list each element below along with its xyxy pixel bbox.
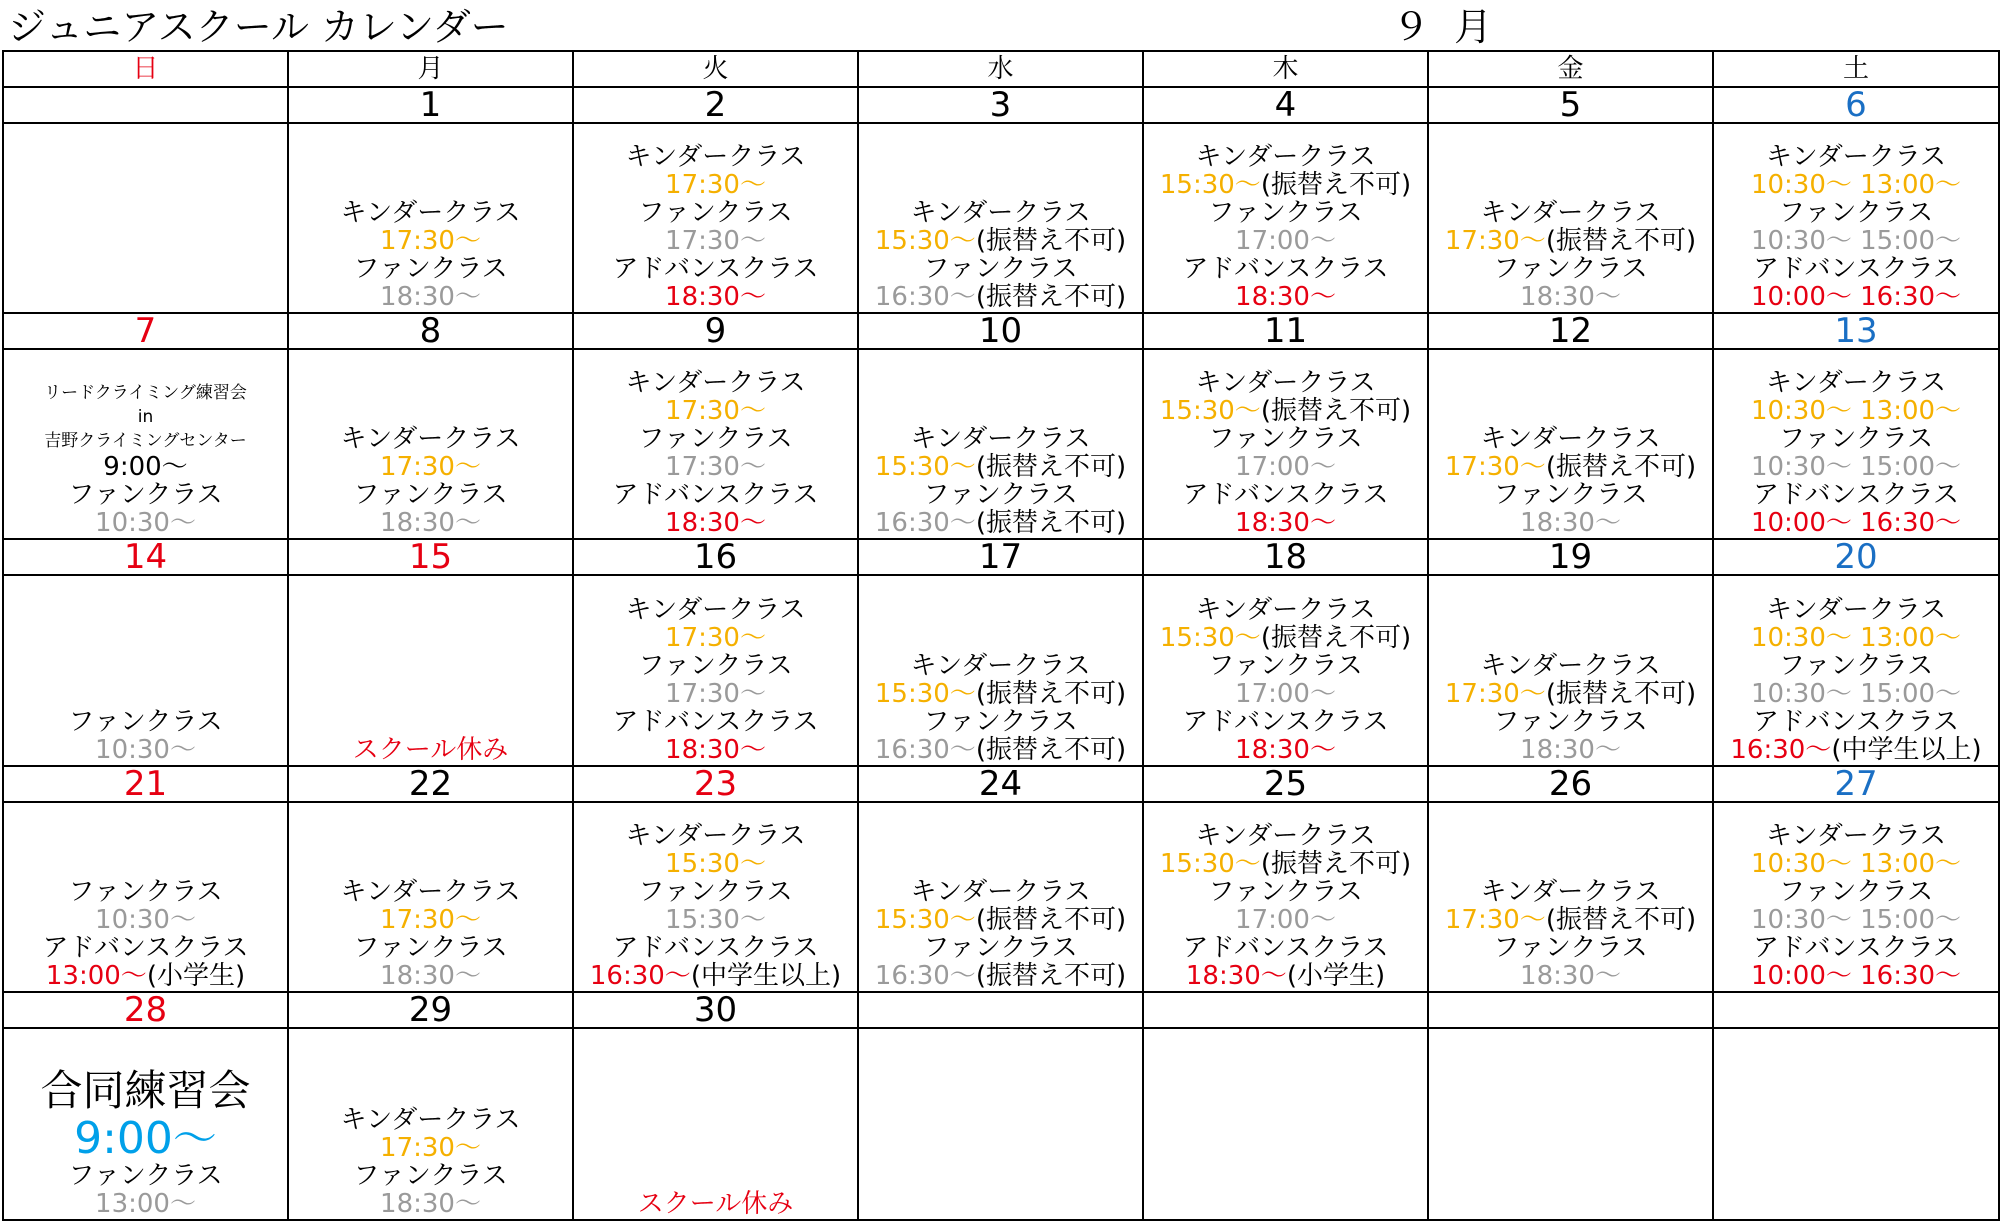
schedule-time: 17:30〜 <box>665 396 766 427</box>
schedule-time: 10:30〜 <box>95 508 196 539</box>
schedule-time: 17:30〜 <box>1444 452 1546 483</box>
date-row <box>3 313 1999 349</box>
schedule-line <box>875 227 1126 255</box>
schedule-row <box>3 575 1999 765</box>
date-number: 16 <box>573 539 858 575</box>
schedule-time: 18:30〜 <box>1235 734 1336 765</box>
schedule-time: 16:30〜 <box>874 734 976 765</box>
schedule-label: ファンクラス <box>1778 424 1934 455</box>
schedule-label: アドバンスクラス <box>1753 706 1959 737</box>
schedule-time: 15:30〜 <box>874 226 976 257</box>
schedule-time: 17:30〜 <box>665 226 766 257</box>
day-schedule-cell <box>858 802 1143 992</box>
day-schedule-cell <box>1713 1028 1999 1220</box>
schedule-time: 18:30〜 <box>1235 282 1336 313</box>
day-schedule-cell <box>1143 575 1428 765</box>
date-number <box>858 992 1143 1028</box>
schedule-note: (小学生) <box>146 960 246 991</box>
schedule-label: キンダークラス <box>1480 876 1661 907</box>
schedule-note: (振替え不可) <box>1260 170 1412 201</box>
day-schedule-cell <box>858 1028 1143 1220</box>
date-row <box>3 87 1999 123</box>
schedule-time: 15:30〜 <box>665 904 766 935</box>
schedule-label: ファンクラス <box>1208 876 1363 907</box>
schedule-label: キンダークラス <box>910 424 1091 455</box>
schedule-line <box>875 962 1126 990</box>
schedule-label: アドバンスクラス <box>42 932 249 963</box>
schedule-note: (振替え不可) <box>1260 396 1412 427</box>
day-schedule-cell <box>288 802 573 992</box>
date-row <box>3 766 1999 802</box>
schedule-time: 10:00〜 16:30〜 <box>1750 960 1962 991</box>
calendar-month: ９ 月 <box>1392 5 1499 49</box>
schedule-label: キンダークラス <box>1480 424 1661 455</box>
schedule-line <box>875 906 1126 934</box>
day-schedule-cell <box>573 575 858 765</box>
day-schedule-cell <box>1143 1028 1428 1220</box>
date-number: 4 <box>1143 87 1428 123</box>
schedule-time: 17:30〜 <box>665 170 766 201</box>
schedule-label: ファンクラス <box>923 254 1078 285</box>
date-number: 18 <box>1143 539 1428 575</box>
day-schedule-cell <box>3 802 288 992</box>
weekday-label: 金 <box>1428 51 1713 87</box>
schedule-label: キンダークラス <box>340 424 521 455</box>
schedule-time: 15:30〜 <box>1159 848 1261 879</box>
day-schedule-cell <box>1713 802 1999 992</box>
day-schedule-cell <box>1713 575 1999 765</box>
date-number: 15 <box>288 539 573 575</box>
schedule-time: 9:00〜 <box>103 452 188 483</box>
schedule-row <box>3 802 1999 992</box>
schedule-note: (振替え不可) <box>1545 226 1697 257</box>
day-schedule-cell <box>573 802 858 992</box>
schedule-label: ファンクラス <box>923 932 1078 963</box>
schedule-time: 10:30〜 13:00〜 <box>1750 396 1962 427</box>
schedule-label: キンダークラス <box>340 1105 521 1135</box>
weekday-label: 日 <box>3 51 288 87</box>
day-schedule-cell <box>573 1028 858 1220</box>
day-schedule-cell <box>3 349 288 539</box>
date-number: 7 <box>3 313 288 349</box>
date-number: 25 <box>1143 766 1428 802</box>
schedule-time: 10:00〜 16:30〜 <box>1750 508 1962 539</box>
schedule-label: ファンクラス <box>353 932 508 963</box>
schedule-time: 10:30〜 13:00〜 <box>1750 848 1962 879</box>
schedule-time: 17:30〜 <box>380 904 481 935</box>
schedule-row <box>3 349 1999 539</box>
schedule-time: 15:30〜 <box>874 904 976 935</box>
schedule-time: 17:30〜 <box>1444 226 1546 257</box>
schedule-label: in <box>137 407 154 428</box>
schedule-line <box>875 680 1126 708</box>
schedule-label: ファンクラス <box>1493 706 1648 737</box>
date-number: 17 <box>858 539 1143 575</box>
schedule-label: ファンクラス <box>1778 876 1934 907</box>
schedule-time: 18:30〜 <box>1185 960 1287 991</box>
date-number: 6 <box>1713 87 1999 123</box>
date-row <box>3 992 1999 1028</box>
schedule-line <box>875 736 1126 764</box>
schedule-time: 10:30〜 13:00〜 <box>1750 170 1962 201</box>
date-number: 22 <box>288 766 573 802</box>
schedule-label: ファンクラス <box>68 1161 223 1191</box>
schedule-time: 9:00〜 <box>74 1113 217 1164</box>
schedule-line <box>1160 624 1411 652</box>
schedule-line <box>1160 850 1411 878</box>
schedule-label: ファンクラス <box>68 706 223 737</box>
schedule-time: 10:30〜 15:00〜 <box>1750 226 1962 257</box>
day-schedule-cell <box>1143 349 1428 539</box>
schedule-row <box>3 123 1999 313</box>
schedule-time: 10:00〜 16:30〜 <box>1750 282 1962 313</box>
schedule-label: ファンクラス <box>638 424 793 455</box>
schedule-line <box>1445 906 1696 934</box>
schedule-note: (振替え不可) <box>975 282 1127 313</box>
schedule-label: ファンクラス <box>1493 480 1648 511</box>
schedule-label: 吉野クライミングセンター <box>44 431 247 452</box>
schedule-time: 17:30〜 <box>1444 678 1546 709</box>
schedule-line <box>1160 171 1411 199</box>
schedule-time: 18:30〜 <box>665 282 766 313</box>
schedule-label: キンダークラス <box>1766 142 1946 173</box>
schedule-label: ファンクラス <box>68 480 223 511</box>
weekday-header-row <box>3 51 1999 87</box>
day-schedule-cell <box>1143 802 1428 992</box>
schedule-time: 18:30〜 <box>380 1189 481 1219</box>
schedule-time: 17:00〜 <box>1235 678 1336 709</box>
schedule-label: キンダークラス <box>1480 650 1661 681</box>
schedule-line <box>875 453 1126 481</box>
schedule-label: ファンクラス <box>353 1161 508 1191</box>
schedule-label: アドバンスクラス <box>612 932 819 963</box>
schedule-label: ファンクラス <box>1778 650 1934 681</box>
schedule-label: 合同練習会 <box>40 1066 251 1115</box>
schedule-time: 18:30〜 <box>665 734 766 765</box>
date-number: 26 <box>1428 766 1713 802</box>
schedule-note: (振替え不可) <box>975 734 1127 765</box>
schedule-label: ファンクラス <box>1493 254 1648 285</box>
schedule-label: アドバンスクラス <box>1753 932 1959 963</box>
schedule-label: ファンクラス <box>1778 198 1934 229</box>
schedule-time: 18:30〜 <box>1520 508 1621 539</box>
day-schedule-cell <box>288 1028 573 1220</box>
schedule-line <box>1445 680 1696 708</box>
day-schedule-cell <box>573 123 858 313</box>
schedule-label: キンダークラス <box>1766 820 1946 851</box>
schedule-time: 15:30〜 <box>874 678 976 709</box>
schedule-label: アドバンスクラス <box>1753 254 1959 285</box>
schedule-label: キンダークラス <box>1195 368 1376 399</box>
schedule-note: (振替え不可) <box>975 508 1127 539</box>
schedule-label: ファンクラス <box>1208 198 1363 229</box>
schedule-label: ファンクラス <box>638 876 793 907</box>
schedule-note: (振替え不可) <box>1260 848 1412 879</box>
schedule-line <box>1445 227 1696 255</box>
day-schedule-cell <box>1428 349 1713 539</box>
schedule-label: キンダークラス <box>625 142 806 173</box>
schedule-time: 17:30〜 <box>1444 904 1546 935</box>
date-number: 24 <box>858 766 1143 802</box>
schedule-time: 13:00〜 <box>45 960 147 991</box>
day-schedule-cell <box>1143 123 1428 313</box>
date-number: 14 <box>3 539 288 575</box>
schedule-time: 10:30〜 <box>95 734 196 765</box>
schedule-time: 16:30〜 <box>1730 734 1832 765</box>
schedule-label: キンダークラス <box>340 876 521 907</box>
schedule-time: 15:30〜 <box>1159 622 1261 653</box>
schedule-label: キンダークラス <box>1195 820 1376 851</box>
weekday-label: 水 <box>858 51 1143 87</box>
schedule-time: 18:30〜 <box>1520 734 1621 765</box>
date-number <box>1428 992 1713 1028</box>
day-schedule-cell <box>1428 123 1713 313</box>
schedule-time: 18:30〜 <box>380 960 481 991</box>
schedule-note: (振替え不可) <box>975 452 1127 483</box>
date-number: 20 <box>1713 539 1999 575</box>
schedule-label: キンダークラス <box>1766 594 1946 625</box>
schedule-time: 15:30〜 <box>665 848 766 879</box>
day-schedule-cell <box>288 575 573 765</box>
schedule-note: (振替え不可) <box>1545 904 1697 935</box>
schedule-time: 18:30〜 <box>380 282 481 313</box>
date-number: 2 <box>573 87 858 123</box>
schedule-line <box>1186 962 1385 990</box>
day-schedule-cell <box>3 123 288 313</box>
schedule-line <box>1445 453 1696 481</box>
schedule-note: (振替え不可) <box>1545 678 1697 709</box>
day-schedule-cell <box>1428 1028 1713 1220</box>
date-row <box>3 539 1999 575</box>
schedule-label: ファンクラス <box>353 254 508 285</box>
day-schedule-cell <box>3 575 288 765</box>
schedule-note: (中学生以上) <box>690 960 842 991</box>
schedule-time: 13:00〜 <box>95 1189 196 1219</box>
schedule-line <box>1730 736 1981 764</box>
day-schedule-cell <box>858 123 1143 313</box>
weekday-label: 土 <box>1713 51 1999 87</box>
day-schedule-cell <box>1428 802 1713 992</box>
schedule-label: キンダークラス <box>625 368 806 399</box>
schedule-time: 10:30〜 13:00〜 <box>1750 622 1962 653</box>
day-schedule-cell <box>1428 575 1713 765</box>
date-number: 1 <box>288 87 573 123</box>
schedule-label: アドバンスクラス <box>1753 480 1959 511</box>
schedule-label: アドバンスクラス <box>1182 480 1389 511</box>
schedule-label: キンダークラス <box>910 650 1091 681</box>
schedule-line <box>875 283 1126 311</box>
schedule-label: キンダークラス <box>910 198 1091 229</box>
day-schedule-cell <box>288 123 573 313</box>
schedule-time: 10:30〜 15:00〜 <box>1750 678 1962 709</box>
schedule-time: 17:30〜 <box>380 452 481 483</box>
schedule-time: 18:30〜 <box>1520 960 1621 991</box>
schedule-note: (振替え不可) <box>975 904 1127 935</box>
schedule-label: アドバンスクラス <box>612 480 819 511</box>
date-number: 19 <box>1428 539 1713 575</box>
date-number: 5 <box>1428 87 1713 123</box>
schedule-label: キンダークラス <box>625 820 806 851</box>
date-number <box>1143 992 1428 1028</box>
schedule-time: 10:30〜 15:00〜 <box>1750 452 1962 483</box>
date-number: 13 <box>1713 313 1999 349</box>
date-number: 12 <box>1428 313 1713 349</box>
schedule-time: 18:30〜 <box>1235 508 1336 539</box>
calendar-title: ジュニアスクール カレンダー <box>8 5 509 49</box>
schedule-time: 17:30〜 <box>665 452 766 483</box>
schedule-label: リードクライミング練習会 <box>44 383 247 404</box>
schedule-note: (振替え不可) <box>975 678 1127 709</box>
date-number: 10 <box>858 313 1143 349</box>
schedule-note: (小学生) <box>1286 960 1386 991</box>
date-number: 29 <box>288 992 573 1028</box>
schedule-time: 16:30〜 <box>874 960 976 991</box>
schedule-label: キンダークラス <box>910 876 1091 907</box>
date-number: 3 <box>858 87 1143 123</box>
weekday-label: 火 <box>573 51 858 87</box>
schedule-time: 17:00〜 <box>1235 226 1336 257</box>
schedule-time: 18:30〜 <box>1520 282 1621 313</box>
day-schedule-cell <box>858 349 1143 539</box>
schedule-label: ファンクラス <box>923 706 1078 737</box>
schedule-time: 18:30〜 <box>380 508 481 539</box>
schedule-time: 17:00〜 <box>1235 452 1336 483</box>
schedule-label: キンダークラス <box>1195 594 1376 625</box>
schedule-line <box>590 962 841 990</box>
schedule-time: 17:30〜 <box>665 622 766 653</box>
schedule-time: 15:30〜 <box>874 452 976 483</box>
schedule-note: (振替え不可) <box>975 226 1127 257</box>
schedule-row <box>3 1028 1999 1220</box>
schedule-label: アドバンスクラス <box>1182 932 1389 963</box>
schedule-note: (中学生以上) <box>1831 734 1982 765</box>
schedule-label: キンダークラス <box>1195 142 1376 173</box>
date-number: 21 <box>3 766 288 802</box>
day-schedule-cell <box>1713 123 1999 313</box>
schedule-label: キンダークラス <box>1766 368 1946 399</box>
date-number: 28 <box>3 992 288 1028</box>
date-number: 8 <box>288 313 573 349</box>
schedule-label: アドバンスクラス <box>612 254 819 285</box>
date-number: 30 <box>573 992 858 1028</box>
date-number <box>3 87 288 123</box>
day-schedule-cell <box>3 1028 288 1220</box>
schedule-label: キンダークラス <box>625 594 806 625</box>
schedule-label: ファンクラス <box>353 480 508 511</box>
schedule-time: 15:30〜 <box>1159 396 1261 427</box>
date-number: 9 <box>573 313 858 349</box>
schedule-label: スクール休み <box>637 1189 794 1219</box>
schedule-label: ファンクラス <box>1493 932 1648 963</box>
date-number: 23 <box>573 766 858 802</box>
schedule-label: ファンクラス <box>1208 424 1363 455</box>
weekday-label: 木 <box>1143 51 1428 87</box>
schedule-line <box>46 962 245 990</box>
schedule-time: 18:30〜 <box>665 508 766 539</box>
schedule-label: キンダークラス <box>340 198 521 229</box>
schedule-time: 16:30〜 <box>874 282 976 313</box>
day-schedule-cell <box>858 575 1143 765</box>
schedule-label: ファンクラス <box>638 198 793 229</box>
weekday-label: 月 <box>288 51 573 87</box>
schedule-time: 17:30〜 <box>665 678 766 709</box>
date-number <box>1713 992 1999 1028</box>
schedule-note: (振替え不可) <box>1545 452 1697 483</box>
schedule-label: スクール休み <box>352 734 509 765</box>
schedule-label: アドバンスクラス <box>1182 706 1389 737</box>
schedule-label: アドバンスクラス <box>1182 254 1389 285</box>
schedule-label: キンダークラス <box>1480 198 1661 229</box>
schedule-line <box>1160 397 1411 425</box>
day-schedule-cell <box>1713 349 1999 539</box>
schedule-time: 10:30〜 15:00〜 <box>1750 904 1962 935</box>
calendar-table <box>2 50 2000 1221</box>
schedule-time: 16:30〜 <box>874 508 976 539</box>
schedule-note: (振替え不可) <box>975 960 1127 991</box>
schedule-label: ファンクラス <box>923 480 1078 511</box>
schedule-time: 15:30〜 <box>1159 170 1261 201</box>
schedule-time: 17:30〜 <box>380 226 481 257</box>
schedule-time: 17:30〜 <box>380 1133 481 1163</box>
schedule-label: アドバンスクラス <box>612 706 819 737</box>
schedule-label: ファンクラス <box>638 650 793 681</box>
date-number: 11 <box>1143 313 1428 349</box>
day-schedule-cell <box>288 349 573 539</box>
day-schedule-cell <box>573 349 858 539</box>
schedule-note: (振替え不可) <box>1260 622 1412 653</box>
schedule-time: 16:30〜 <box>589 960 691 991</box>
date-number: 27 <box>1713 766 1999 802</box>
schedule-label: ファンクラス <box>1208 650 1363 681</box>
schedule-time: 10:30〜 <box>95 904 196 935</box>
schedule-time: 17:00〜 <box>1235 904 1336 935</box>
schedule-label: ファンクラス <box>68 876 223 907</box>
schedule-line <box>875 509 1126 537</box>
